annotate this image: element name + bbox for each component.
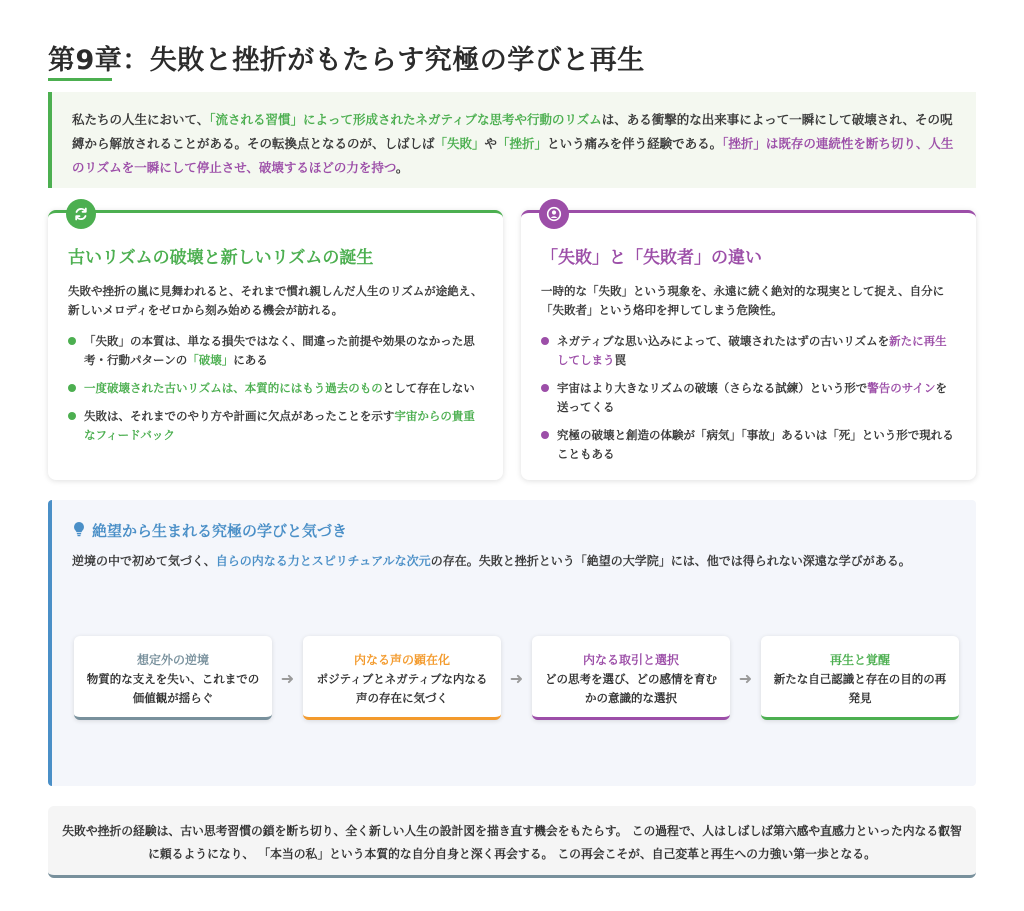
bullet-dot xyxy=(541,384,549,392)
intro-text: という痛みを伴う経験である。 xyxy=(547,136,723,151)
list-item: 一度破壊された古いリズムは、本質的にはもう過去のものとして存在しない xyxy=(68,379,483,398)
step-title: 内なる声の顕在化 xyxy=(353,653,450,667)
arrow-right-icon: ➜ xyxy=(509,668,524,688)
arrow-right-icon: ➜ xyxy=(280,668,295,688)
step-title: 想定外の逆境 xyxy=(136,653,209,667)
intro-highlight: 「挫折」 xyxy=(497,136,548,151)
bullet-dot xyxy=(541,337,549,345)
intro-text: 私たちの人生において、 xyxy=(72,112,210,127)
list-item: 究極の破壊と創造の体験が「病気」「事故」あるいは「死」という形で現れることもある xyxy=(541,426,956,464)
user-icon xyxy=(539,199,569,229)
list-item: 「失敗」の本質は、単なる損失ではなく、間違った前提や効果のなかった思考・行動パターンの「破壊」にある xyxy=(68,332,483,370)
step-card xyxy=(532,636,730,720)
intro-box xyxy=(48,92,976,188)
bullet-dot xyxy=(68,337,76,345)
step-card xyxy=(74,636,272,720)
card-title: 古いリズムの破壊と新しいリズムの誕生 xyxy=(68,248,374,268)
card-title: 「失敗」と「失敗者」の違い xyxy=(541,248,762,268)
bullet-dot xyxy=(68,384,76,392)
list-item: 失敗は、それまでのやり方や計画に欠点があったことを示す宇宙からの貴重なフィードバック xyxy=(68,407,483,445)
intro-text: は、ある衝撃的な出来事によって一瞬にして破壊され、その呪縛から解放されることがある。その転換点となるのが、しばしば xyxy=(72,112,953,151)
bullet-list xyxy=(68,332,483,445)
card-description: 一時的な「失敗」という現象を、永遠に続く絶対的な現実として捉え、自分に「失敗者」という烙印を押してしまう危険性。 xyxy=(541,284,945,317)
wisdom-description: 逆境の中で初めて気づく、自らの内なる力とスピリチュアルな次元の存在。失敗と挫折という「絶望の大学院」には、他では得られない深遠な学びがある。 xyxy=(72,554,911,568)
step-card xyxy=(303,636,501,720)
arrow-right-icon: ➜ xyxy=(738,668,753,688)
conclusion-box: 失敗や挫折の経験は、古い思考習慣の鎖を断ち切り、全く新しい人生の設計図を描き直す機会をもたらす。 この過程で、人はしばしば第六感や直感力といった内なる叡智に頼るようになり、 「本当の私」という本質的な自分自身と深く再会する。 この再会こそが、自己変革と再生への力強い第一歩となる。 xyxy=(48,806,976,878)
intro-highlight: 「失敗」 xyxy=(434,136,485,151)
refresh-icon xyxy=(66,199,96,229)
lightbulb-icon xyxy=(72,521,86,541)
intro-text: 。 xyxy=(395,160,409,175)
wisdom-section xyxy=(48,500,976,786)
page-title: 第9章：失敗と挫折がもたらす究極の学びと再生 xyxy=(48,45,645,76)
failure-card xyxy=(521,210,976,480)
wisdom-title: 絶望から生まれる究極の学びと気づき xyxy=(72,520,956,541)
title-underline xyxy=(48,78,112,81)
process-flow xyxy=(74,636,959,720)
step-card xyxy=(761,636,959,720)
list-item: 宇宙はより大きなリズムの破壊（さらなる試練）という形で警告のサインを送ってくる xyxy=(541,379,956,417)
intro-text: や xyxy=(484,136,498,151)
bullet-list xyxy=(541,332,956,464)
step-text: ポジティブとネガティブな内なる声の存在に気づく xyxy=(316,672,488,705)
card-description: 失敗や挫折の嵐に見舞われると、それまで慣れ親しんだ人生のリズムが途絶え、新しいメロディをゼロから刻み始める機会が訪れる。 xyxy=(68,284,483,317)
list-item: ネガティブな思い込みによって、破壊されたはずの古いリズムを新たに再生してしまう罠 xyxy=(541,332,956,370)
step-text: 新たな自己認識と存在の目的の再発見 xyxy=(773,672,947,705)
intro-highlight: 「挫折」は既存の連続性を断ち切り、人生のリズムを一瞬にして停止させ、破壊するほどの力を持つ xyxy=(72,136,954,175)
intro-highlight: 「流される習慣」によって形成されたネガティブな思考や行動のリズム xyxy=(209,112,602,127)
step-text: どの思考を選び、どの感情を育むかの意識的な選択 xyxy=(544,672,718,705)
bullet-dot xyxy=(541,431,549,439)
rhythm-card xyxy=(48,210,503,480)
step-text: 物質的な支えを失い、これまでの価値観が揺らぐ xyxy=(86,672,260,705)
bullet-dot xyxy=(68,412,76,420)
step-title: 再生と覚醒 xyxy=(829,653,890,667)
step-title: 内なる取引と選択 xyxy=(582,653,679,667)
